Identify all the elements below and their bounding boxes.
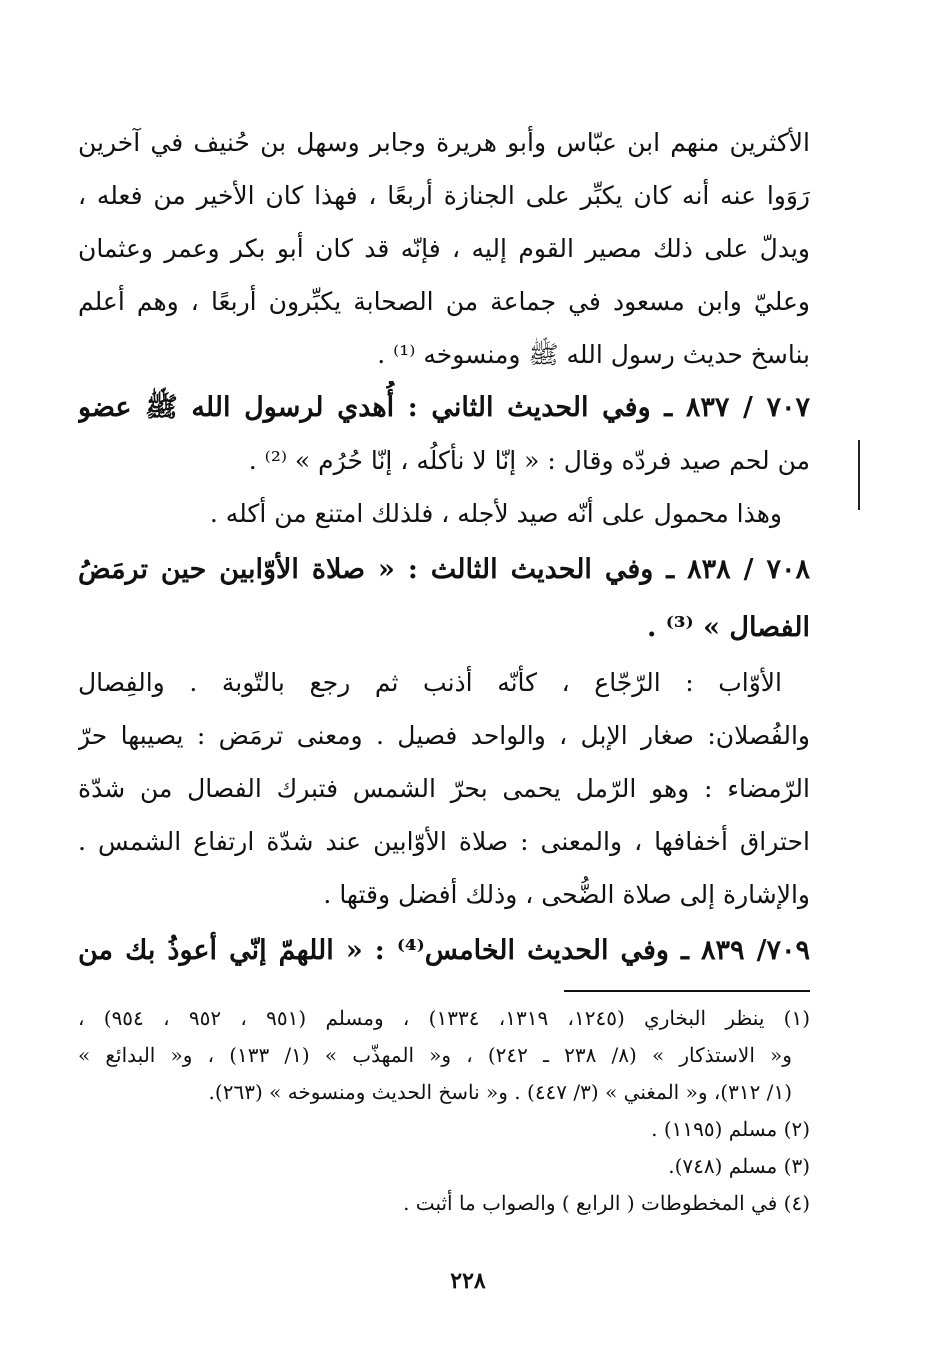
text-line: الفصال » ⁽³⁾ . bbox=[646, 612, 810, 643]
text-line: بناسخ حديث رسول الله ﷺ ومنسوخه ⁽¹⁾ . bbox=[377, 340, 810, 369]
footnote-line: (١) ينظر البخاري (١٢٤٥، ١٣١٩، ١٣٣٤) ، ومسلم (٩٥١ ، ٩٥٢ ، ٩٥٤) ، bbox=[78, 1006, 810, 1030]
footnotes bbox=[78, 1000, 810, 1222]
text-line: الأوّاب : الرّجّاع ، كأنّه أذنب ثم رجع بالتّوبة . والفِصال bbox=[78, 668, 782, 697]
text-line: وهذا محمول على أنّه صيد لأجله ، فلذلك امتنع من أكله . bbox=[209, 499, 782, 528]
footnote-line: (٣) مسلم (٧٤٨). bbox=[668, 1154, 810, 1178]
hadith-heading-708: ٧٠٨ / ٨٣٨ ـ وفي الحديث الثالث : « صلاة الأوّابين حين ترمَضُ bbox=[78, 554, 810, 585]
text-line: الأكثرين منهم ابن عبّاس وأبو هريرة وجابر وسهل بن حُنيف في آخرين bbox=[78, 128, 810, 157]
text-line: احتراق أخفافها ، والمعنى : صلاة الأوّابين عند شدّة ارتفاع الشمس . bbox=[78, 827, 810, 856]
main-text bbox=[78, 116, 810, 981]
text-line: رَوَوا عنه أنه كان يكبِّر على الجنازة أربعًا ، فهذا كان الأخير من فعله ، bbox=[78, 181, 810, 210]
footnote-line: و« الاستذكار » (٨/ ٢٣٨ ـ ٢٤٢) ، و« المهذّب » (١/ ١٣٣) ، و« البدائع » bbox=[78, 1043, 792, 1067]
hadith-heading-709: ٧٠٩/ ٨٣٩ ـ وفي الحديث الخامس⁽⁴⁾ : « اللهمّ إنّي أعوذُ بك من bbox=[78, 935, 810, 966]
hadith-heading-707: ٧٠٧ / ٨٣٧ ـ وفي الحديث الثاني : أُهدي لرسول الله ﷺ عضو bbox=[78, 392, 810, 423]
text-line: ويدلّ على ذلك مصير القوم إليه ، فإنّه قد كان أبو بكر وعمر وعثمان bbox=[78, 234, 810, 263]
text-line: الرّمضاء : وهو الرّمل يحمى بحرّ الشمس فتبرك الفصال من شدّة bbox=[78, 774, 810, 803]
text-line: والإشارة إلى صلاة الضُّحى ، وذلك أفضل وقتها . bbox=[323, 880, 810, 909]
text-line: من لحم صيد فردّه وقال : « إنّا لا نأكلُه ، إنّا حُرُم » ⁽²⁾ . bbox=[248, 446, 810, 475]
text-line: وعليّ وابن مسعود في جماعة من الصحابة يكبِّرون أربعًا ، وهم أعلم bbox=[78, 287, 810, 316]
footnote-line: (٤) في المخطوطات ( الرابع ) والصواب ما أثبت . bbox=[403, 1191, 810, 1215]
footnote-line: (١/ ٣١٢)، و« المغني » (٣/ ٤٤٧) . و« ناسخ الحديث ومنسوخه » (٢٦٣). bbox=[208, 1080, 792, 1104]
margin-mark bbox=[858, 440, 860, 510]
page-number: ٢٢٨ bbox=[450, 1268, 486, 1294]
text-line: والفُصلان: صغار الإبل ، والواحد فصيل . ومعنى ترمَض : يصيبها حرّ bbox=[78, 721, 810, 750]
footnote-divider bbox=[564, 990, 810, 992]
footnote-line: (٢) مسلم (١١٩٥) . bbox=[651, 1117, 810, 1141]
